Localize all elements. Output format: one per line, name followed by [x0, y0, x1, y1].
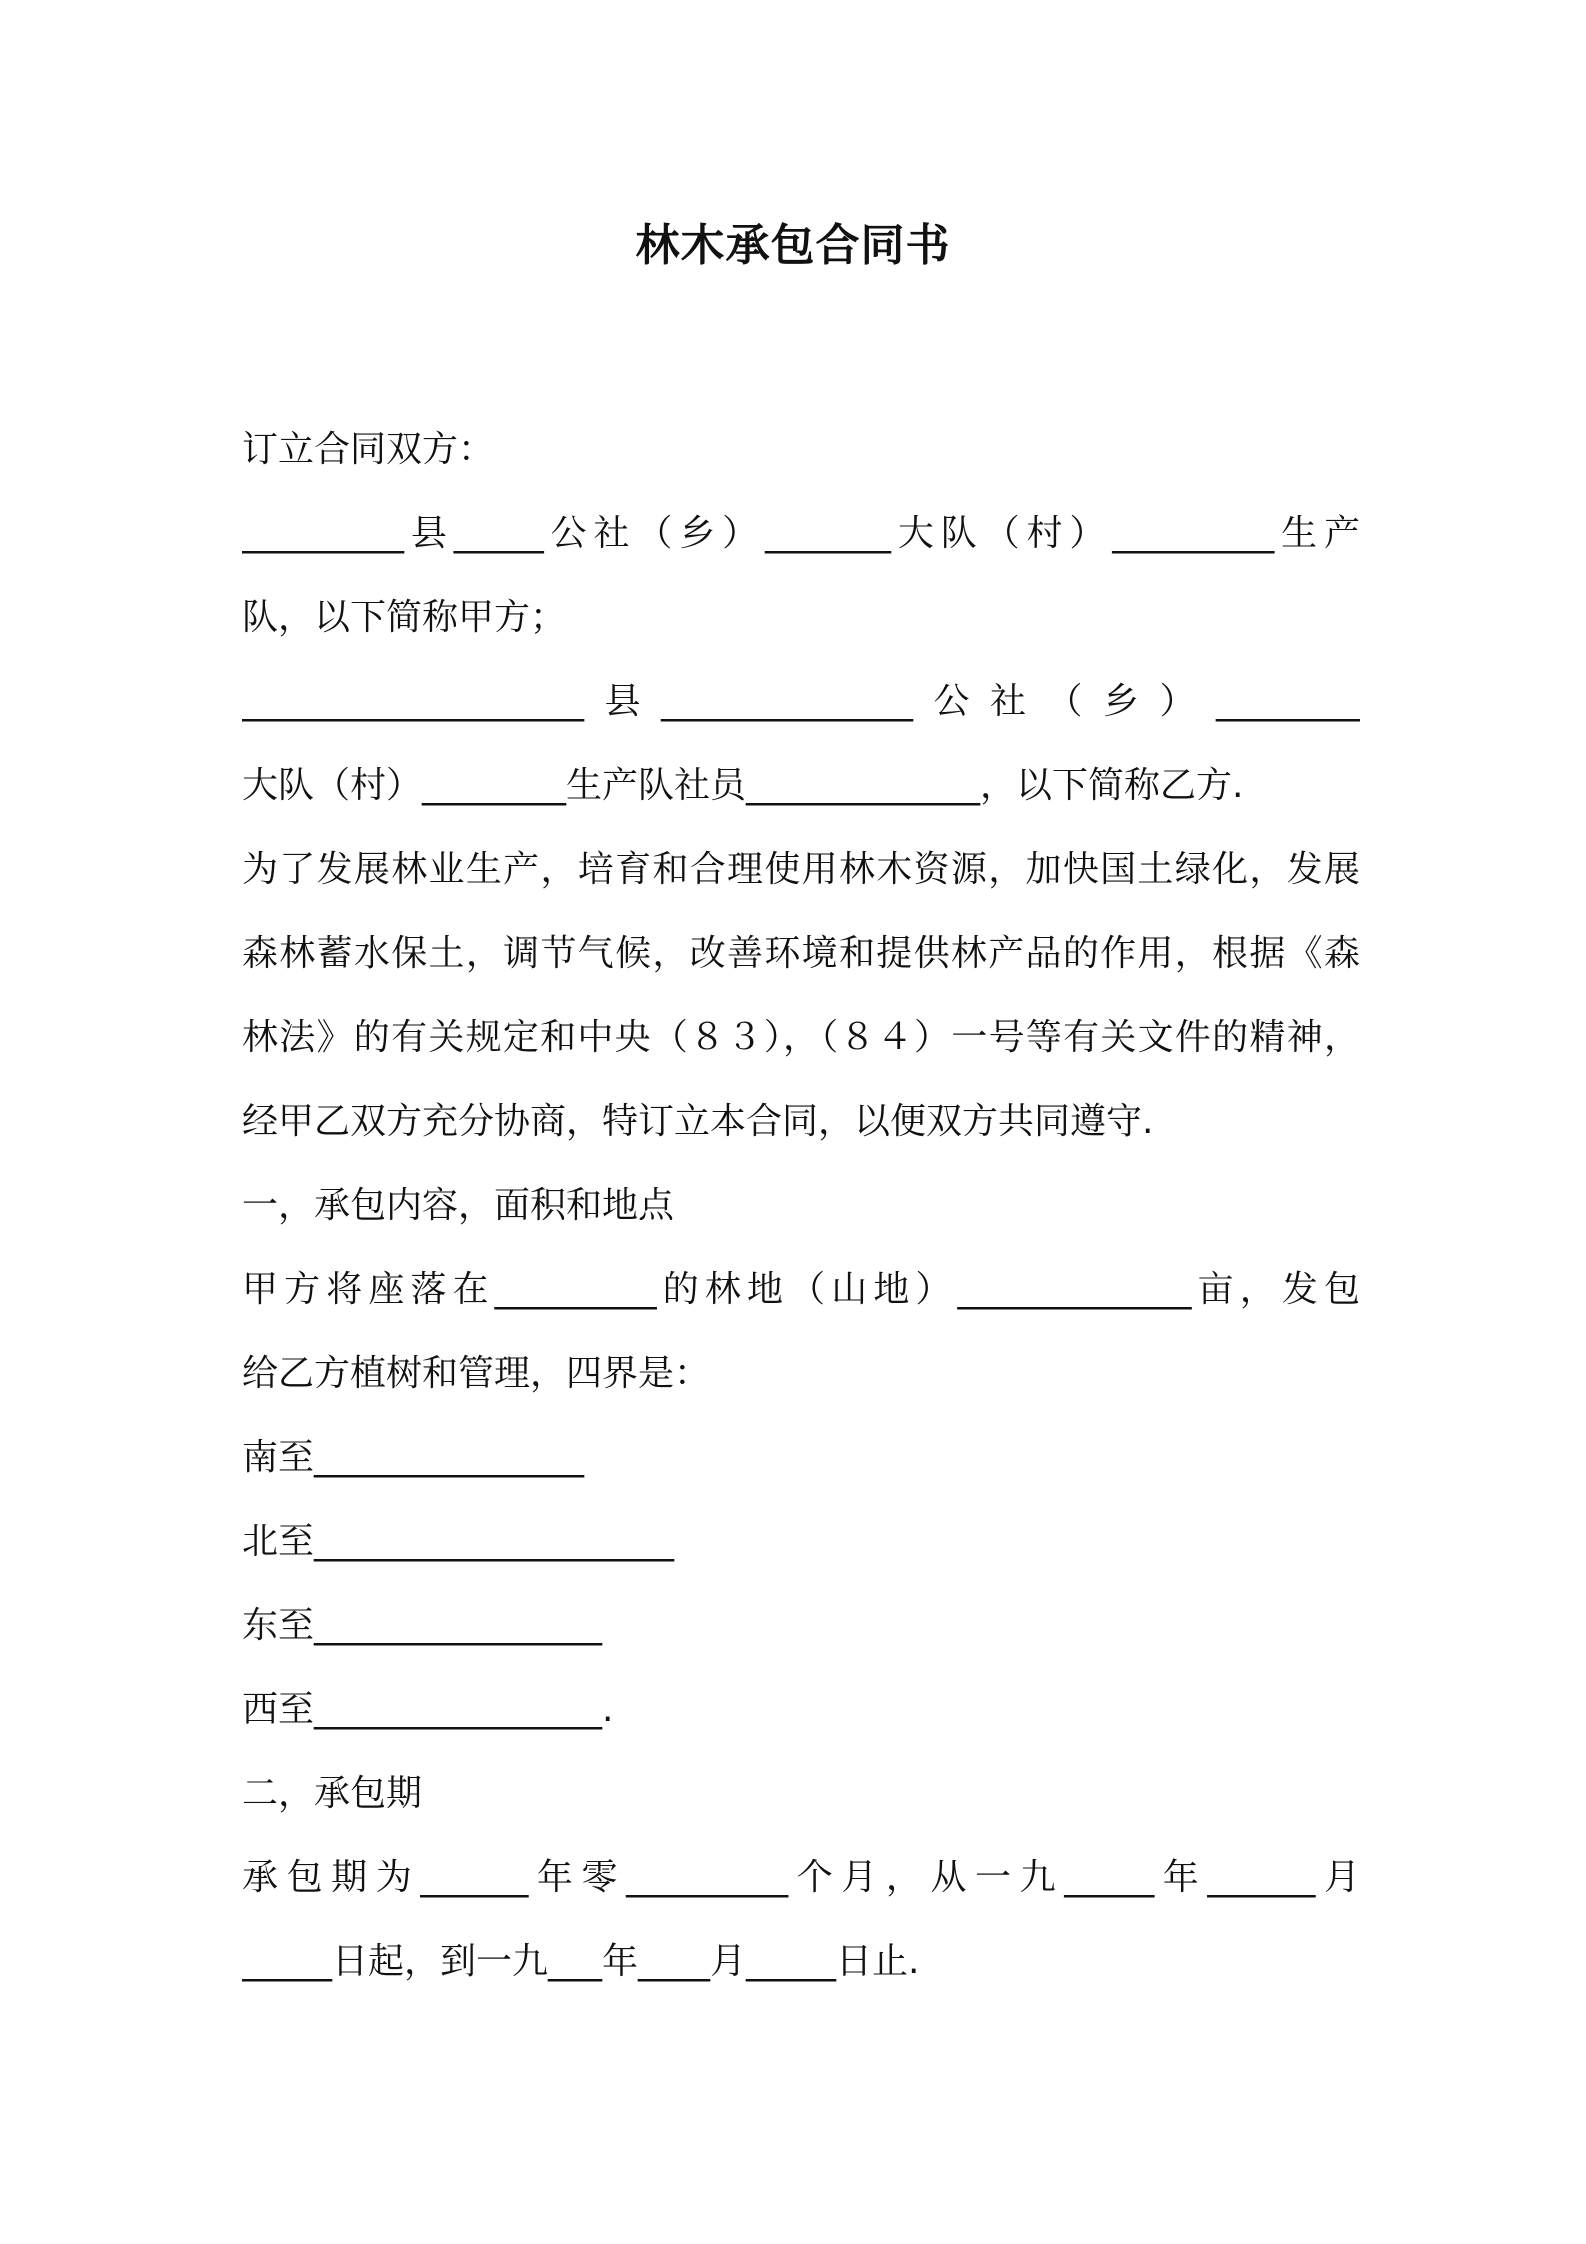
party-b-line-1: ___________________县______________公社（乡）________: [242, 681, 1360, 722]
section-2-line-1: 承包期为______年零_________个月，从一九_____年______月: [242, 1857, 1360, 1898]
party-a-line-1: _________县_____公社（乡）_______大队（村）_________生产: [242, 513, 1360, 554]
preamble-line-3: 林法》的有关规定和中央（８３），（８４）一号等有关文件的精神，: [242, 1017, 1360, 1058]
boundary-west: 西至________________.: [242, 1689, 614, 1730]
preamble-line-1: 为了发展林业生产，培育和合理使用林木资源，加快国土绿化，发展: [242, 849, 1360, 890]
boundary-east: 东至________________: [242, 1605, 603, 1646]
section-1-heading: 一，承包内容，面积和地点: [242, 1185, 675, 1226]
document-title: 林木承包合同书: [635, 220, 951, 271]
preamble-line-4: 经甲乙双方充分协商，特订立本合同，以便双方共同遵守.: [242, 1101, 1154, 1142]
parties-heading: 订立合同双方：: [242, 429, 495, 470]
section-2-line-2: _____日起，到一九___年____月_____日止.: [242, 1941, 920, 1982]
party-b-line-2: 大队（村）________生产队社员_____________，以下简称乙方.: [242, 765, 1244, 806]
boundary-north: 北至____________________: [242, 1521, 675, 1562]
party-a-line-2: 队，以下简称甲方；: [242, 597, 567, 638]
section-1-line-1: 甲方将座落在_________的林地（山地）_____________亩，发包: [242, 1269, 1360, 1310]
boundary-south: 南至_______________: [242, 1437, 585, 1478]
section-2-heading: 二，承包期: [242, 1773, 423, 1814]
section-1-line-2: 给乙方植树和管理，四界是：: [242, 1353, 711, 1394]
document-body: [242, 408, 1360, 2004]
preamble-line-2: 森林蓄水保土，调节气候，改善环境和提供林产品的作用，根据《森: [242, 933, 1360, 974]
